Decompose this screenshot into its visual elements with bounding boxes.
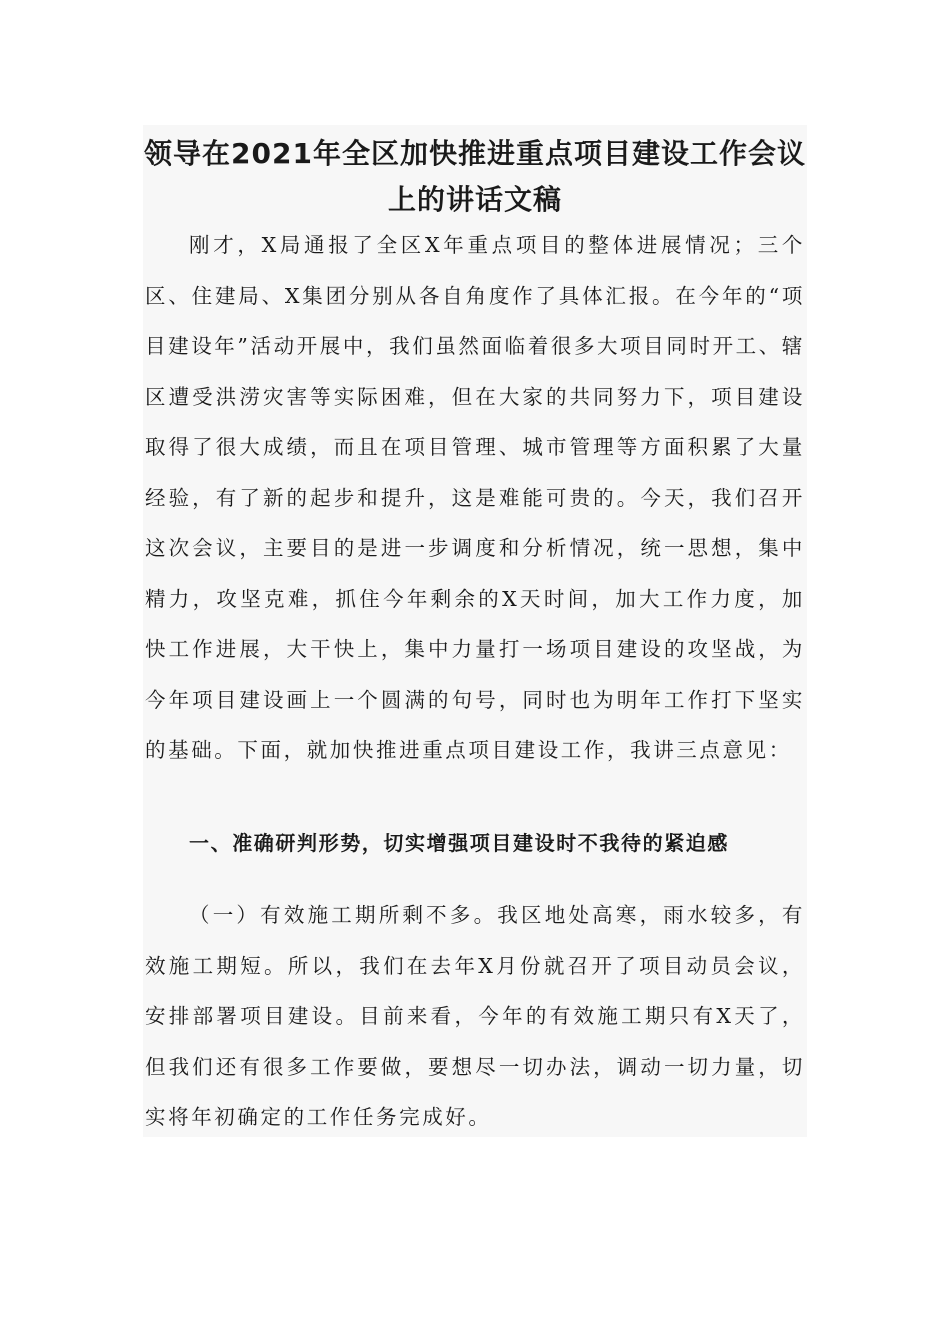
subsection-paragraph-1: （一）有效施工期所剩不多。我区地处高寒，雨水较多，有效施工期短。所以，我们在去年X月份就召开了项目动员会议，安排部署项目建设。目前来看，今年的有效施工期只有X天了，但我们还有很多工作要做，要想尽一切办法，调动一切力量，切实将年初确定的工作任务完成好。 <box>145 903 805 1129</box>
opening-paragraph: 刚才，X局通报了全区X年重点项目的整体进展情况；三个区、住建局、X集团分别从各自角度作了具体汇报。在今年的“项目建设年”活动开展中，我们虽然面临着很多大项目同时开工、辖区遭受洪涝灾害等实际困难，但在大家的共同努力下，项目建设取得了很大成绩，而且在项目管理、城市管理等方面积累了大量经验，有了新的起步和提升，这是难能可贵的。今天，我们召开这次会议，主要目的是进一步调度和分析情况，统一思想，集中精力，攻坚克难，抓住今年剩余的X天时间，加大工作力度，加快工作进展，大干快上，集中力量打一场项目建设的攻坚战，为今年项目建设画上一个圆满的句号，同时也为明年工作打下坚实的基础。下面，就加快推进重点项目建设工作，我讲三点意见： <box>145 233 805 762</box>
section-heading-1: 一、准确研判形势，切实增强项目建设时不我待的紧迫感 <box>189 831 729 855</box>
document-title-line-1: 领导在2021年全区加快推进重点项目建设工作会议 <box>144 137 806 170</box>
document-title-line-2: 上的讲话文稿 <box>387 183 562 216</box>
